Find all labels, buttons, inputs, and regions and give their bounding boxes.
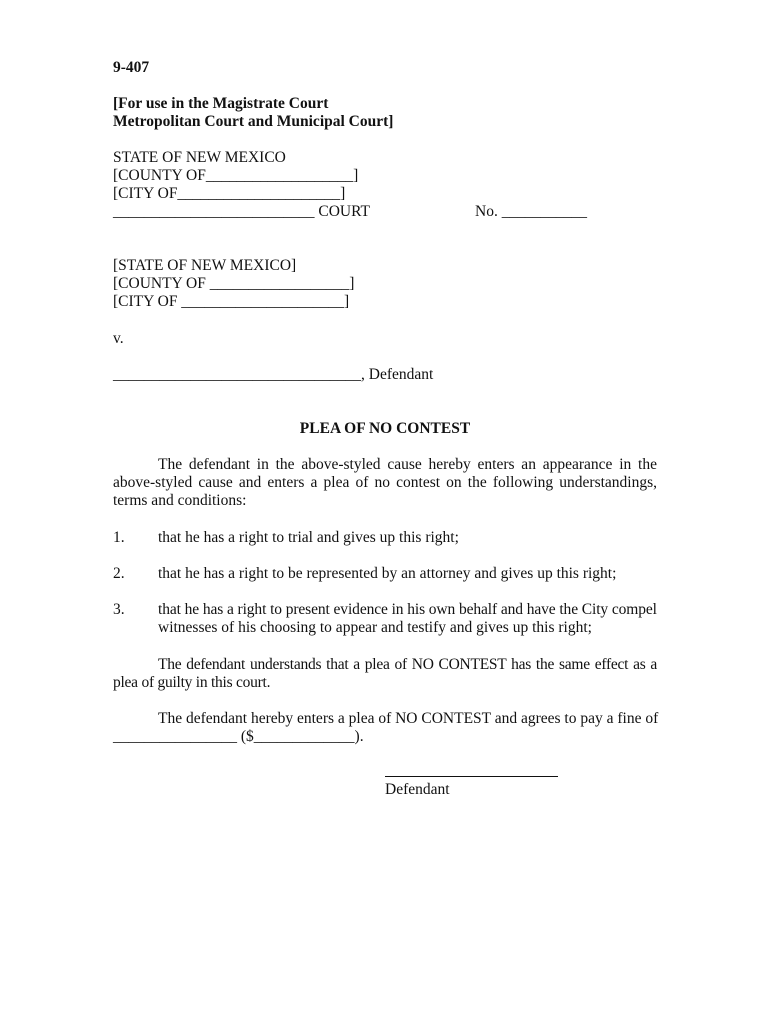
form-number: 9-407 <box>113 59 150 76</box>
caption-city: [CITY OF_____________________] <box>113 185 346 202</box>
item-3-text-line-1: that he has a right to present evidence in his own behalf and have the City compel <box>158 601 657 618</box>
case-number: No. ___________ <box>475 203 587 220</box>
caption-court: __________________________ COURT <box>113 203 370 220</box>
item-2-number: 2. <box>113 565 125 582</box>
plaintiff-city: [CITY OF _____________________] <box>113 293 350 310</box>
defendant-line: ________________________________, Defendant <box>113 366 434 383</box>
item-2-text: that he has a right to be represented by an attorney and gives up this right; <box>158 565 617 582</box>
signature-line <box>385 776 558 777</box>
fine-line-2: ________________ ($_____________). <box>113 728 364 745</box>
item-1-number: 1. <box>113 529 125 546</box>
plaintiff-county: [COUNTY OF __________________] <box>113 275 355 292</box>
signature-label: Defendant <box>385 781 450 798</box>
versus: v. <box>113 330 124 347</box>
effect-paragraph: The defendant understands that a plea of NO CONTEST has the same effect as a plea of guilty in this court. <box>113 656 657 691</box>
plaintiff-state: [STATE OF NEW MEXICO] <box>113 257 297 274</box>
document-title: PLEA OF NO CONTEST <box>299 420 471 437</box>
caption-county: [COUNTY OF___________________] <box>113 167 359 184</box>
use-note-line-1: [For use in the Magistrate Court <box>113 95 329 112</box>
item-3-number: 3. <box>113 601 125 618</box>
fine-line-1: The defendant hereby enters a plea of NO CONTEST and agrees to pay a fine of <box>158 710 659 727</box>
item-1-text: that he has a right to trial and gives up this right; <box>158 529 459 546</box>
use-note-line-2: Metropolitan Court and Municipal Court] <box>113 113 394 130</box>
item-3-text-line-2: witnesses of his choosing to appear and testify and gives up this right; <box>158 619 592 636</box>
intro-paragraph: The defendant in the above-styled cause hereby enters an appearance in the above-styled cause and enters a plea of no contest on the following understandings, terms and conditions: <box>113 456 657 509</box>
caption-state: STATE OF NEW MEXICO <box>113 149 286 166</box>
